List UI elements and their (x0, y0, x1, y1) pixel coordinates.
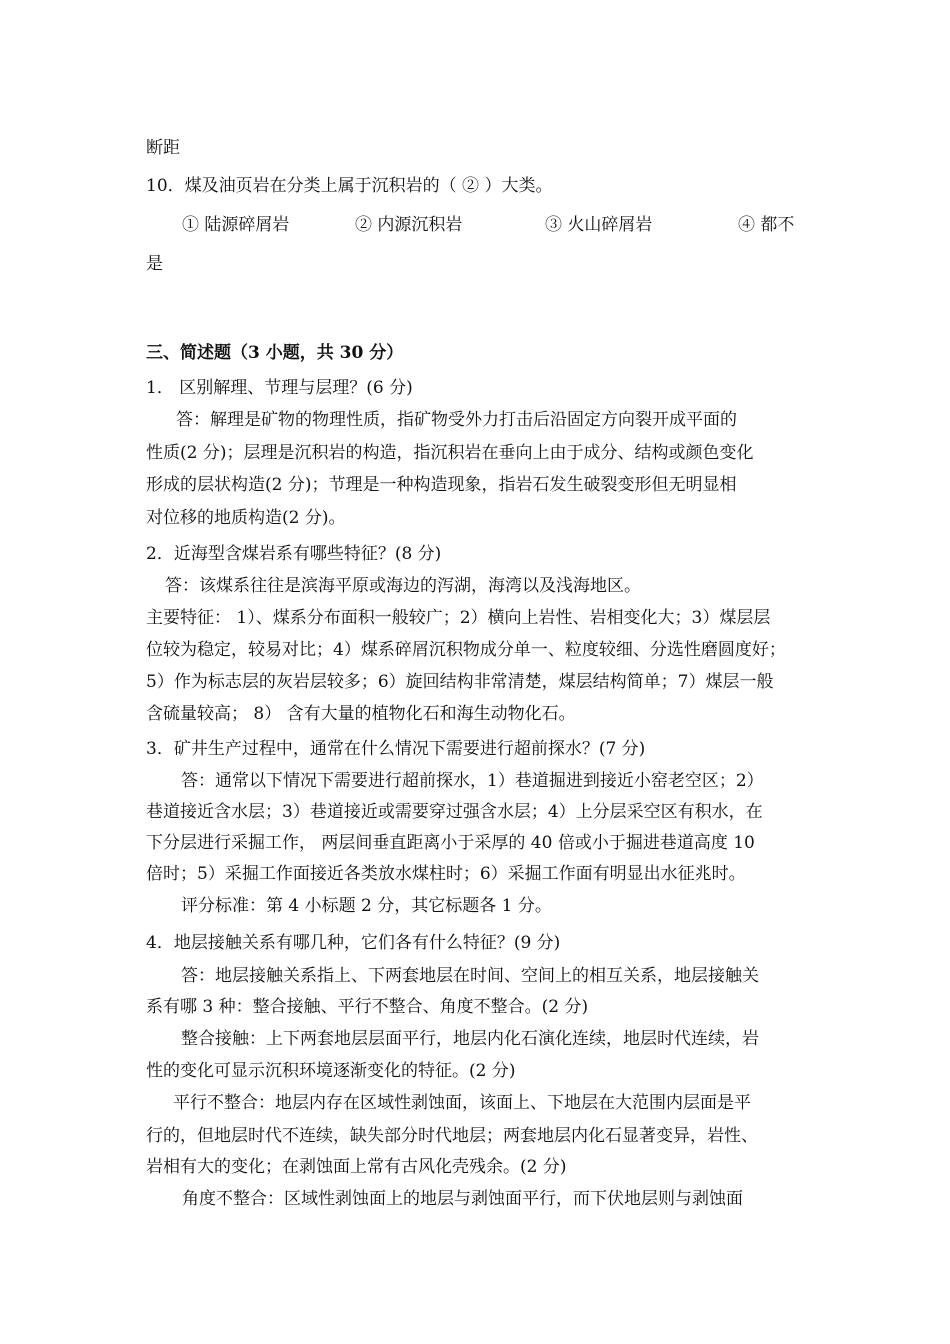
answer-line: 对位移的地质构造(2 分)。 (146, 508, 346, 528)
answer-line: 答：地层接触关系指上、下两套地层在时间、空间上的相互关系，地层接触关 (181, 966, 759, 986)
answer-line: 主要特征： 1）、煤系分布面积一般较广；2）横向上岩性、岩相变化大；3）煤层层 (146, 608, 771, 628)
question-1-stem: 1． 区别解理、节理与层理？(6 分) (146, 378, 413, 398)
answer-line: 系有哪 3 种：整合接触、平行不整合、角度不整合。(2 分) (146, 997, 589, 1017)
option-3: ③ 火山碎屑岩 (545, 215, 653, 235)
option-2: ② 内源沉积岩 (355, 215, 463, 235)
answer-line: 岩相有大的变化；在剥蚀面上常有古风化壳残余。(2 分) (146, 1157, 567, 1177)
option-1: ① 陆源碎屑岩 (182, 215, 290, 235)
answer-line: 倍时；5）采掘工作面接近各类放水煤柱时；6）采掘工作面有明显出水征兆时。 (146, 864, 746, 884)
answer-line: 答：通常以下情况下需要进行超前探水，1）巷道掘进到接近小窑老空区；2） (181, 771, 764, 791)
answer-line: 下分层进行采掘工作， 两层间垂直距离小于采厚的 40 倍或小于掘进巷道高度 10 (146, 833, 755, 853)
question-3-stem: 3．矿井生产过程中，通常在什么情况下需要进行超前探水？(7 分) (146, 739, 646, 759)
answer-line: 含硫量较高； 8） 含有大量的植物化石和海生动物化石。 (146, 704, 576, 724)
question-4-stem: 4．地层接触关系有哪几种，它们各有什么特征？(9 分) (146, 933, 561, 953)
answer-line: 整合接触：上下两套地层层面平行，地层内化石演化连续，地层时代连续，岩 (181, 1029, 759, 1049)
section-heading: 三、简述题（3 小题，共 30 分） (146, 343, 404, 363)
answer-line: 答：解理是矿物的物理性质，指矿物受外力打击后沿固定方向裂开成平面的 (176, 410, 737, 430)
question-2-stem: 2．近海型含煤岩系有哪些特征？(8 分) (146, 544, 442, 564)
answer-line: 答：该煤系往往是滨海平原或海边的泻湖，海湾以及浅海地区。 (165, 576, 641, 596)
answer-line: 平行不整合：地层内存在区域性剥蚀面，该面上、下地层在大范围内层面是平 (173, 1093, 751, 1113)
option-4-continuation: 是 (146, 254, 163, 274)
answer-line: 角度不整合：区域性剥蚀面上的地层与剥蚀面平行，而下伏地层则与剥蚀面 (182, 1189, 743, 1209)
answer-line: 行的，但地层时代不连续，缺失部分时代地层；两套地层内化石显著变异，岩性、 (146, 1126, 758, 1146)
answer-line: 形成的层状构造(2 分)；节理是一种构造现象，指岩石发生破裂变形但无明显相 (146, 475, 737, 495)
answer-line: 5）作为标志层的灰岩层较多；6）旋回结构非常清楚，煤层结构简单；7）煤层一般 (146, 672, 774, 692)
answer-line: 性质(2 分)；层理是沉积岩的构造，指沉积岩在垂向上由于成分、结构或颜色变化 (146, 443, 754, 463)
grading-criteria: 评分标准：第 4 小标题 2 分，其它标题各 1 分。 (181, 896, 552, 916)
answer-line: 位较为稳定，较易对比；4）煤系碎屑沉积物成分单一、粒度较细、分选性磨圆度好； (146, 640, 786, 660)
question-10-stem: 10．煤及油页岩在分类上属于沉积岩的（ ② ）大类。 (146, 176, 553, 196)
text-fragment: 断距 (146, 138, 180, 158)
option-4: ④ 都不 (738, 215, 795, 235)
answer-line: 性的变化可显示沉积环境逐渐变化的特征。(2 分) (146, 1061, 516, 1081)
answer-line: 巷道接近含水层；3）巷道接近或需要穿过强含水层；4）上分层采空区有积水，在 (146, 802, 763, 822)
